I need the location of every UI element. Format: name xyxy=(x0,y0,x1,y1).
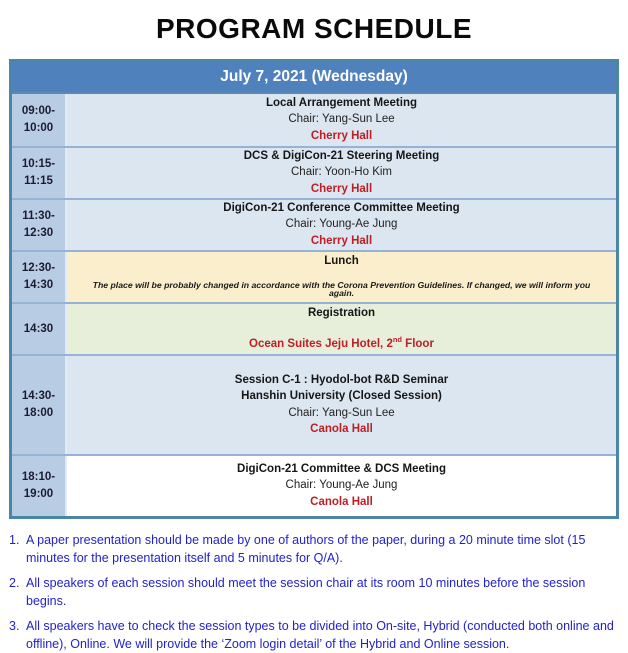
chair-line: Chair: Yang-Sun Lee xyxy=(288,406,395,419)
note-text: A paper presentation should be made by one of authors of the paper, during a 20 minute time slot (15 minutes for the presentation itself and 5 minutes for Q/A). xyxy=(26,533,586,565)
note-item xyxy=(9,575,618,610)
time-cell xyxy=(12,304,67,354)
time-line-1: 11:30- xyxy=(22,210,55,223)
note-number: 1. xyxy=(9,533,20,547)
time-cell xyxy=(12,94,67,146)
time-cell xyxy=(12,148,67,198)
chair-line: Chair: Young-Ae Jung xyxy=(285,479,398,492)
footnotes-section xyxy=(9,532,618,653)
chair-line: Chair: Young-Ae Jung xyxy=(285,218,398,231)
time-cell xyxy=(12,200,67,250)
venue-text-end: Floor xyxy=(401,337,434,350)
event-title: Session C-1 : Hyodol-bot R&D Seminar xyxy=(234,373,449,386)
event-cell xyxy=(67,304,616,354)
venue-text: Ocean Suites Jeju Hotel, 2 xyxy=(249,337,393,350)
event-cell xyxy=(67,356,616,454)
time-line-1: 10:15- xyxy=(21,158,56,171)
hall-name: Cherry Hall xyxy=(310,129,373,142)
hall-name: Canola Hall xyxy=(310,495,373,508)
note-item xyxy=(9,618,618,653)
schedule-row xyxy=(12,94,616,146)
schedule-row-lunch xyxy=(12,250,616,302)
time-line-2: 18:00 xyxy=(23,407,54,419)
page-title: PROGRAM SCHEDULE xyxy=(155,13,472,44)
time-line-2: 14:30 xyxy=(23,279,54,291)
time-line-1: 12:30- xyxy=(21,262,56,275)
time-cell xyxy=(12,252,67,302)
schedule-row-registration xyxy=(12,302,616,354)
time-cell xyxy=(12,456,67,516)
chair-line: Chair: Yang-Sun Lee xyxy=(288,113,395,126)
event-cell xyxy=(67,252,616,302)
time-line-2: 19:00 xyxy=(23,488,54,500)
time-line-2: 12:30 xyxy=(23,227,54,239)
schedule-row xyxy=(12,454,616,516)
time-line-1: 14:30- xyxy=(21,390,56,403)
time-line-1: 14:30 xyxy=(23,322,54,335)
note-text: All speakers have to check the session types to be divided into On-site, Hybrid (conducted both online and offline), Online. We will provide the ‘Zoom login detail’ of the Hybrid and Online session. xyxy=(26,619,614,651)
event-title: DCS & DigiCon-21 Steering Meeting xyxy=(243,149,440,162)
venue-superscript: nd xyxy=(392,335,402,345)
note-item xyxy=(9,532,618,567)
event-cell xyxy=(67,200,616,250)
schedule-table xyxy=(9,59,619,519)
schedule-row xyxy=(12,198,616,250)
venue-line xyxy=(249,336,434,350)
chair-line: Chair: Yoon-Ho Kim xyxy=(291,166,392,179)
note-number: 3. xyxy=(9,619,20,633)
schedule-row xyxy=(12,146,616,198)
time-line-2: 11:15 xyxy=(24,175,53,187)
note-text: All speakers of each session should meet the session chair at its room 10 minutes before the session begins. xyxy=(26,576,586,608)
lunch-note: The place will be probably changed in accordance with the Corona Prevention Guidelines. If changed, we will inform you again. xyxy=(92,279,591,299)
note-number: 2. xyxy=(9,576,20,590)
event-title: Local Arrangement Meeting xyxy=(265,96,418,109)
hall-name: Cherry Hall xyxy=(310,182,373,195)
event-cell xyxy=(67,148,616,198)
hall-name: Cherry Hall xyxy=(310,234,373,247)
time-line-1: 09:00- xyxy=(21,105,56,118)
event-title: DigiCon-21 Conference Committee Meeting xyxy=(223,201,460,214)
event-title: Lunch xyxy=(324,255,359,268)
event-title: Registration xyxy=(307,306,376,319)
event-cell xyxy=(67,94,616,146)
hall-name: Canola Hall xyxy=(310,423,373,435)
schedule-row xyxy=(12,354,616,454)
event-subtitle: Hanshin University (Closed Session) xyxy=(241,390,442,402)
time-line-2: 10:00 xyxy=(23,122,54,134)
time-line-1: 18:10- xyxy=(21,471,56,484)
time-cell xyxy=(12,356,67,454)
date-header: July 7, 2021 (Wednesday) xyxy=(12,62,616,94)
event-title: DigiCon-21 Committee & DCS Meeting xyxy=(237,462,446,475)
event-cell xyxy=(67,456,616,516)
